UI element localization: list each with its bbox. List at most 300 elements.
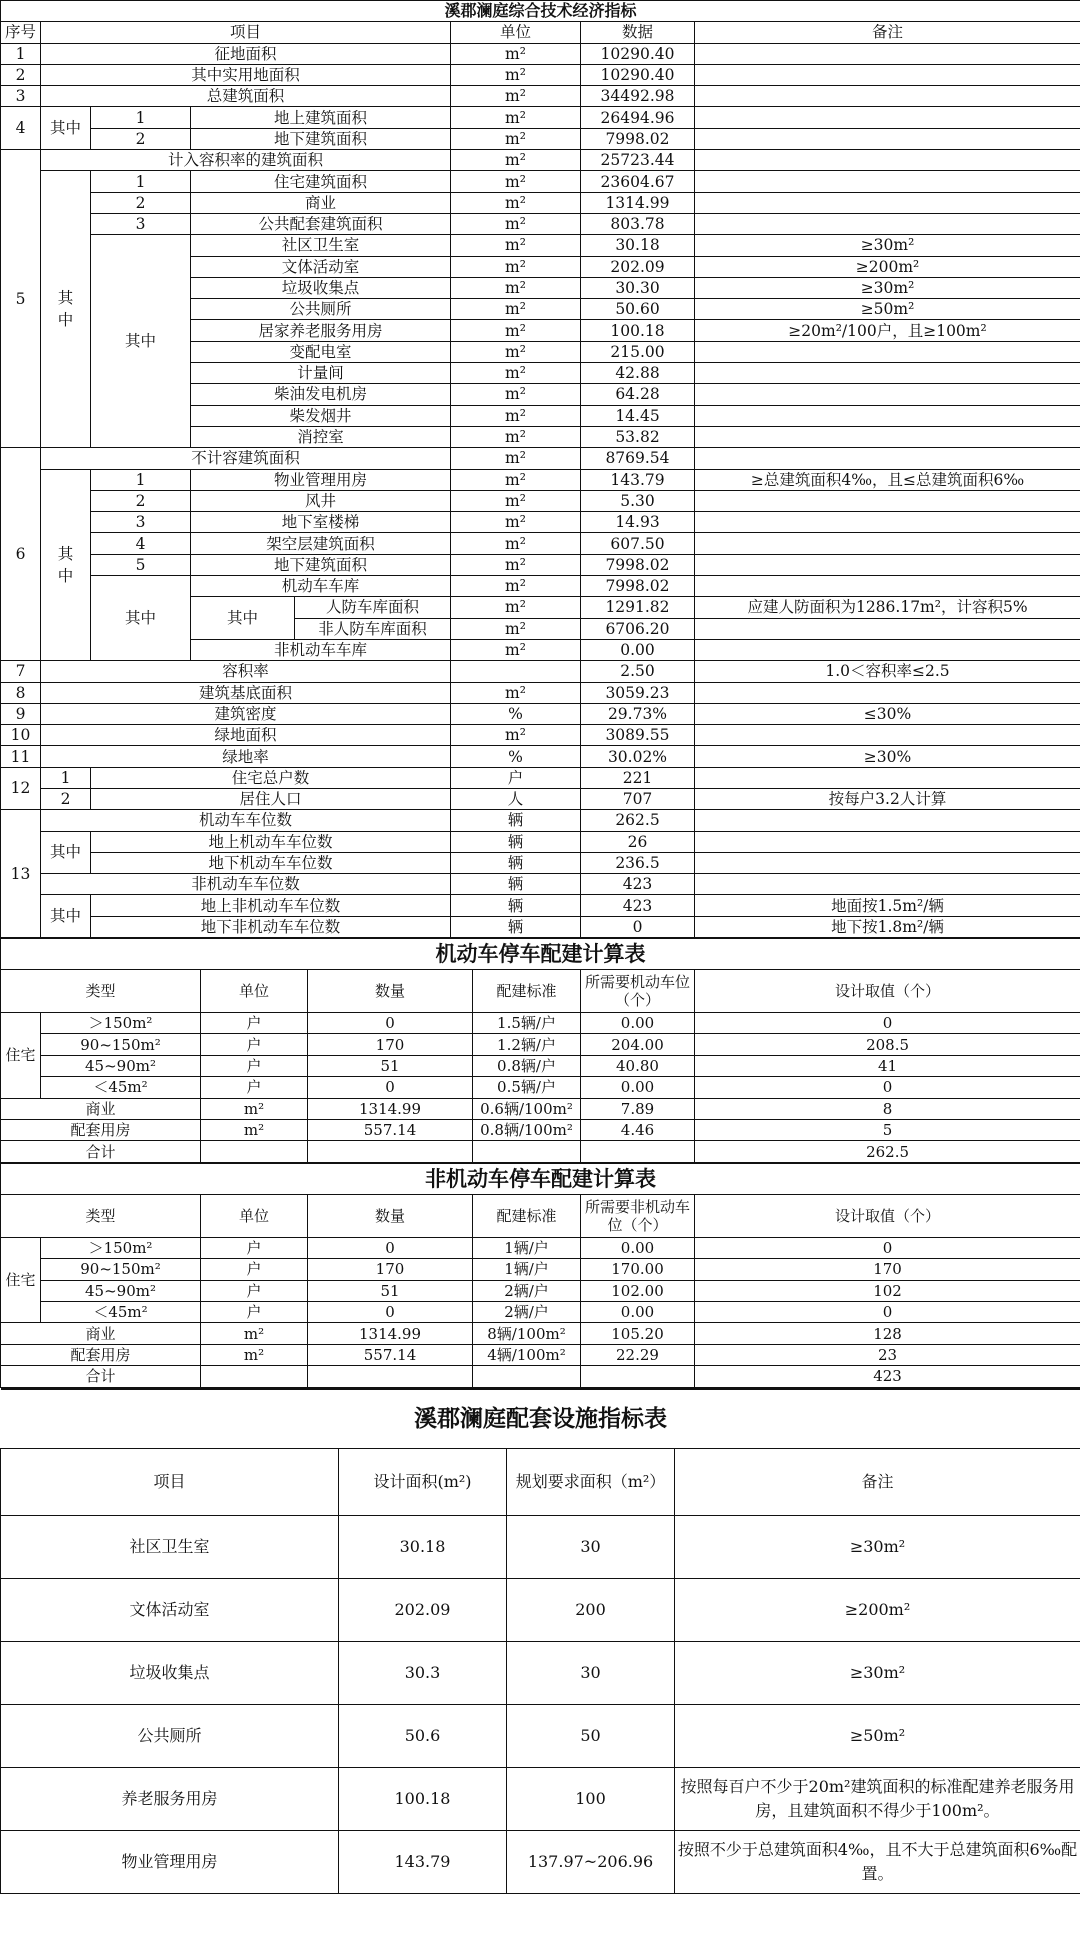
row-design: 30.18 xyxy=(339,1515,507,1578)
row-data: 23604.67 xyxy=(581,171,695,192)
row-unit: 户 xyxy=(201,1077,308,1098)
row-note xyxy=(695,512,1080,533)
row-item: 居住人口 xyxy=(91,788,451,809)
row-note: 地下按1.8m²/辆 xyxy=(695,916,1080,937)
row-unit: 辆 xyxy=(451,831,581,852)
row-type: 配套用房 xyxy=(1,1344,201,1365)
empty-cell xyxy=(308,1141,473,1162)
row-qty: 557.14 xyxy=(308,1344,473,1365)
row-data: 6706.20 xyxy=(581,618,695,639)
row-note xyxy=(695,341,1080,362)
row-unit: m² xyxy=(451,64,581,85)
table-row xyxy=(1,64,1080,85)
row-data: 10290.40 xyxy=(581,64,695,85)
row-note: 按照每百户不少于20m²建筑面积的标准配建养老服务用房，且建筑面积不得少于100m²。 xyxy=(675,1767,1080,1830)
row-unit: m² xyxy=(451,192,581,213)
row-required: 100 xyxy=(507,1767,675,1830)
row-design: 128 xyxy=(695,1323,1080,1344)
row-sub: 3 xyxy=(91,512,191,533)
row-note xyxy=(695,576,1080,597)
row-design: 5 xyxy=(695,1120,1080,1141)
table-row xyxy=(1,831,1080,852)
header-note: 备注 xyxy=(695,22,1080,43)
row-data: 100.18 xyxy=(581,320,695,341)
row-qty: 1314.99 xyxy=(308,1098,473,1119)
row-item: 商业 xyxy=(191,192,451,213)
table-row xyxy=(1,150,1080,171)
row-unit: 户 xyxy=(201,1013,308,1034)
table-row xyxy=(1,682,1080,703)
row-unit: m² xyxy=(451,256,581,277)
row-unit: 户 xyxy=(201,1280,308,1301)
row-no: 2 xyxy=(1,64,41,85)
row-note: ≥30m² xyxy=(695,235,1080,256)
row-unit: m² xyxy=(451,384,581,405)
table-row xyxy=(1,512,1080,533)
table-row xyxy=(1,1120,1080,1141)
row-data: 215.00 xyxy=(581,341,695,362)
header-unit: 单位 xyxy=(201,1194,308,1237)
row-note xyxy=(695,682,1080,703)
row-data: 202.09 xyxy=(581,256,695,277)
row-need: 102.00 xyxy=(581,1280,695,1301)
row-type: 90~150m² xyxy=(41,1034,201,1055)
row-std: 1辆/户 xyxy=(473,1237,581,1258)
header-required: 规划要求面积（m²） xyxy=(507,1448,675,1515)
row-unit: m² xyxy=(451,213,581,234)
row-data: 64.28 xyxy=(581,384,695,405)
row-note xyxy=(695,405,1080,426)
row-unit: m² xyxy=(451,426,581,447)
row-no: 4 xyxy=(1,107,41,150)
row-std: 1.2辆/户 xyxy=(473,1034,581,1055)
row-data: 26 xyxy=(581,831,695,852)
row-data: 53.82 xyxy=(581,426,695,447)
header-note: 备注 xyxy=(675,1448,1080,1515)
row-unit xyxy=(451,661,581,682)
row-unit: m² xyxy=(201,1120,308,1141)
row-std: 0.6辆/100m² xyxy=(473,1098,581,1119)
row-data: 1291.82 xyxy=(581,597,695,618)
table-title: 溪郡澜庭配套设施指标表 xyxy=(1,1389,1080,1449)
row-data: 262.5 xyxy=(581,810,695,831)
row-unit: m² xyxy=(451,235,581,256)
row-note xyxy=(695,128,1080,149)
header-row xyxy=(1,1448,1080,1515)
row-note: ≥30% xyxy=(695,746,1080,767)
row-type: ＞150m² xyxy=(41,1013,201,1034)
table-row xyxy=(1,1301,1080,1322)
table-row xyxy=(1,1077,1080,1098)
table-row xyxy=(1,1323,1080,1344)
row-sub: 1 xyxy=(91,107,191,128)
row-std: 1.5辆/户 xyxy=(473,1013,581,1034)
row-no: 7 xyxy=(1,661,41,682)
row-type: 商业 xyxy=(1,1323,201,1344)
header-type: 类型 xyxy=(1,970,201,1013)
row-no: 6 xyxy=(1,448,41,661)
row-std: 0.5辆/户 xyxy=(473,1077,581,1098)
row-data: 3059.23 xyxy=(581,682,695,703)
row-unit: 辆 xyxy=(451,810,581,831)
row-need: 0.00 xyxy=(581,1301,695,1322)
row-item: 地下非机动车车位数 xyxy=(91,916,451,937)
row-data: 707 xyxy=(581,788,695,809)
total-design: 262.5 xyxy=(695,1141,1080,1162)
table-row xyxy=(1,1641,1080,1704)
total-label: 合计 xyxy=(1,1366,201,1387)
table-row xyxy=(1,1013,1080,1034)
row-data: 7998.02 xyxy=(581,128,695,149)
row-unit: m² xyxy=(451,43,581,64)
table-row xyxy=(1,767,1080,788)
row-qty: 0 xyxy=(308,1301,473,1322)
row-note: ≤30% xyxy=(695,703,1080,724)
row-qty: 1314.99 xyxy=(308,1323,473,1344)
row-unit: 户 xyxy=(201,1055,308,1076)
total-label: 合计 xyxy=(1,1141,201,1162)
row-data: 0.00 xyxy=(581,639,695,660)
row-note: 按每户3.2人计算 xyxy=(695,788,1080,809)
row-unit: m² xyxy=(451,618,581,639)
facility-indicator-table xyxy=(0,1388,1080,1894)
row-note: ≥50m² xyxy=(675,1704,1080,1767)
row-item: 地上建筑面积 xyxy=(191,107,451,128)
nonmotor-parking-table xyxy=(0,1163,1080,1388)
row-unit: 辆 xyxy=(451,874,581,895)
motor-parking-table xyxy=(0,938,1080,1163)
row-design: 0 xyxy=(695,1301,1080,1322)
row-design: 202.09 xyxy=(339,1578,507,1641)
row-data: 8769.54 xyxy=(581,448,695,469)
row-no: 10 xyxy=(1,725,41,746)
row-item: 公共厕所 xyxy=(1,1704,339,1767)
group-label: 其中 xyxy=(41,107,91,150)
row-unit: 户 xyxy=(451,767,581,788)
row-item: 非机动车车位数 xyxy=(41,874,451,895)
row-item: 架空层建筑面积 xyxy=(191,533,451,554)
row-note: ≥20m²/100户，且≥100m² xyxy=(695,320,1080,341)
row-need: 0.00 xyxy=(581,1013,695,1034)
row-data: 14.93 xyxy=(581,512,695,533)
row-sub: 5 xyxy=(91,554,191,575)
row-no: 13 xyxy=(1,810,41,938)
row-sub: 2 xyxy=(91,490,191,511)
row-type: ＞150m² xyxy=(41,1237,201,1258)
row-design: 41 xyxy=(695,1055,1080,1076)
row-std: 2辆/户 xyxy=(473,1301,581,1322)
row-unit: 人 xyxy=(451,788,581,809)
row-note xyxy=(695,107,1080,128)
empty-cell xyxy=(201,1141,308,1162)
row-item: 总建筑面积 xyxy=(41,86,451,107)
table-row xyxy=(1,895,1080,916)
row-need: 0.00 xyxy=(581,1237,695,1258)
row-item: 风井 xyxy=(191,490,451,511)
row-data: 221 xyxy=(581,767,695,788)
row-item: 机动车车位数 xyxy=(41,810,451,831)
table-row xyxy=(1,1034,1080,1055)
row-data: 30.18 xyxy=(581,235,695,256)
row-data: 34492.98 xyxy=(581,86,695,107)
group-label: 其中 xyxy=(91,235,191,448)
row-qty: 51 xyxy=(308,1280,473,1301)
row-item: 地下机动车车位数 xyxy=(91,852,451,873)
row-note xyxy=(695,43,1080,64)
table-row xyxy=(1,554,1080,575)
row-data: 423 xyxy=(581,895,695,916)
row-note: 应建人防面积为1286.17m²，计容积5% xyxy=(695,597,1080,618)
row-unit: m² xyxy=(451,490,581,511)
row-unit: m² xyxy=(451,597,581,618)
row-data: 14.45 xyxy=(581,405,695,426)
row-design: 143.79 xyxy=(339,1830,507,1893)
empty-cell xyxy=(201,1366,308,1387)
row-item: 建筑基底面积 xyxy=(41,682,451,703)
row-unit: m² xyxy=(201,1098,308,1119)
header-qty: 数量 xyxy=(308,970,473,1013)
row-note xyxy=(695,448,1080,469)
row-std: 4辆/100m² xyxy=(473,1344,581,1365)
row-sub: 1 xyxy=(91,171,191,192)
row-data: 143.79 xyxy=(581,469,695,490)
table-row xyxy=(1,1344,1080,1365)
row-no: 5 xyxy=(1,150,41,448)
row-type: 45~90m² xyxy=(41,1055,201,1076)
row-design: 23 xyxy=(695,1344,1080,1365)
row-note xyxy=(695,86,1080,107)
row-note xyxy=(695,554,1080,575)
row-unit: m² xyxy=(451,150,581,171)
group-label: 住宅 xyxy=(1,1237,41,1323)
row-item: 建筑密度 xyxy=(41,703,451,724)
table-row xyxy=(1,1280,1080,1301)
table-row xyxy=(1,213,1080,234)
total-design: 423 xyxy=(695,1366,1080,1387)
table-row xyxy=(1,128,1080,149)
row-type: ＜45m² xyxy=(41,1301,201,1322)
header-design: 设计取值（个） xyxy=(695,970,1080,1013)
row-item: 文体活动室 xyxy=(191,256,451,277)
row-need: 22.29 xyxy=(581,1344,695,1365)
table-row xyxy=(1,469,1080,490)
row-item: 地下建筑面积 xyxy=(191,128,451,149)
row-unit: m² xyxy=(451,341,581,362)
header-std: 配建标准 xyxy=(473,1194,581,1237)
row-note xyxy=(695,490,1080,511)
row-design: 0 xyxy=(695,1237,1080,1258)
row-note xyxy=(695,213,1080,234)
table-row xyxy=(1,107,1080,128)
row-qty: 557.14 xyxy=(308,1120,473,1141)
row-item: 容积率 xyxy=(41,661,451,682)
row-std: 2辆/户 xyxy=(473,1280,581,1301)
row-note: 地面按1.5m²/辆 xyxy=(695,895,1080,916)
table-row xyxy=(1,703,1080,724)
row-note xyxy=(695,767,1080,788)
header-item: 项目 xyxy=(1,1448,339,1515)
row-item: 地下室楼梯 xyxy=(191,512,451,533)
row-note: 按照不少于总建筑面积4‰，且不大于总建筑面积6‰配置。 xyxy=(675,1830,1080,1893)
row-note xyxy=(695,363,1080,384)
row-data: 0 xyxy=(581,916,695,937)
row-unit: m² xyxy=(451,639,581,660)
row-unit: m² xyxy=(451,299,581,320)
row-data: 423 xyxy=(581,874,695,895)
row-design: 0 xyxy=(695,1077,1080,1098)
row-need: 0.00 xyxy=(581,1077,695,1098)
row-design: 50.6 xyxy=(339,1704,507,1767)
row-item: 计入容积率的建筑面积 xyxy=(41,150,451,171)
row-design: 170 xyxy=(695,1259,1080,1280)
row-unit: m² xyxy=(451,512,581,533)
row-item: 绿地面积 xyxy=(41,725,451,746)
row-item: 文体活动室 xyxy=(1,1578,339,1641)
row-design: 8 xyxy=(695,1098,1080,1119)
row-unit: m² xyxy=(451,363,581,384)
row-item: 其中实用地面积 xyxy=(41,64,451,85)
table-title: 溪郡澜庭综合技术经济指标 xyxy=(1,1,1080,22)
row-item: 地下建筑面积 xyxy=(191,554,451,575)
row-design: 208.5 xyxy=(695,1034,1080,1055)
table-row xyxy=(1,661,1080,682)
table-title: 机动车停车配建计算表 xyxy=(1,939,1080,970)
row-item: 社区卫生室 xyxy=(1,1515,339,1578)
row-item: 养老服务用房 xyxy=(1,1767,339,1830)
row-qty: 51 xyxy=(308,1055,473,1076)
row-design: 102 xyxy=(695,1280,1080,1301)
row-item: 物业管理用房 xyxy=(191,469,451,490)
row-note xyxy=(695,384,1080,405)
row-note: ≥200m² xyxy=(695,256,1080,277)
table-row xyxy=(1,1515,1080,1578)
row-data: 25723.44 xyxy=(581,150,695,171)
row-item: 消控室 xyxy=(191,426,451,447)
row-required: 200 xyxy=(507,1578,675,1641)
table-row xyxy=(1,725,1080,746)
row-item: 物业管理用房 xyxy=(1,1830,339,1893)
row-sub: 4 xyxy=(91,533,191,554)
row-note xyxy=(695,192,1080,213)
row-need: 40.80 xyxy=(581,1055,695,1076)
header-design: 设计取值（个） xyxy=(695,1194,1080,1237)
header-no: 序号 xyxy=(1,22,41,43)
header-type: 类型 xyxy=(1,1194,201,1237)
empty-cell xyxy=(581,1366,695,1387)
row-unit: m² xyxy=(451,320,581,341)
row-need: 204.00 xyxy=(581,1034,695,1055)
row-unit: m² xyxy=(451,86,581,107)
row-note: ≥30m² xyxy=(695,277,1080,298)
row-unit: m² xyxy=(451,554,581,575)
row-unit: 户 xyxy=(201,1259,308,1280)
row-unit: m² xyxy=(201,1323,308,1344)
table-row xyxy=(1,235,1080,256)
row-design: 0 xyxy=(695,1013,1080,1034)
header-qty: 数量 xyxy=(308,1194,473,1237)
row-note: ≥总建筑面积4‰，且≤总建筑面积6‰ xyxy=(695,469,1080,490)
row-sub: 3 xyxy=(91,213,191,234)
row-item: 机动车车库 xyxy=(191,576,451,597)
row-note: ≥30m² xyxy=(675,1515,1080,1578)
row-data: 5.30 xyxy=(581,490,695,511)
row-note xyxy=(695,831,1080,852)
empty-cell xyxy=(473,1366,581,1387)
row-item: 地上非机动车车位数 xyxy=(91,895,451,916)
row-no: 12 xyxy=(1,767,41,810)
row-need: 105.20 xyxy=(581,1323,695,1344)
table-row xyxy=(1,1704,1080,1767)
row-note xyxy=(695,171,1080,192)
table-title: 非机动车停车配建计算表 xyxy=(1,1163,1080,1194)
row-type: 商业 xyxy=(1,1098,201,1119)
table-row xyxy=(1,43,1080,64)
table-row xyxy=(1,874,1080,895)
table-row xyxy=(1,1055,1080,1076)
row-note xyxy=(695,639,1080,660)
row-unit: m² xyxy=(451,107,581,128)
group-label: 其中 xyxy=(191,597,295,640)
row-item: 住宅建筑面积 xyxy=(191,171,451,192)
row-item: 公共配套建筑面积 xyxy=(191,213,451,234)
row-note xyxy=(695,725,1080,746)
row-item: 社区卫生室 xyxy=(191,235,451,256)
row-item: 非机动车车库 xyxy=(191,639,451,660)
row-data: 607.50 xyxy=(581,533,695,554)
table-row xyxy=(1,86,1080,107)
row-data: 30.02% xyxy=(581,746,695,767)
row-qty: 170 xyxy=(308,1034,473,1055)
row-item: 柴油发电机房 xyxy=(191,384,451,405)
row-required: 50 xyxy=(507,1704,675,1767)
row-required: 30 xyxy=(507,1641,675,1704)
row-unit: m² xyxy=(451,448,581,469)
row-qty: 170 xyxy=(308,1259,473,1280)
row-note xyxy=(695,533,1080,554)
row-item: 绿地率 xyxy=(41,746,451,767)
row-data: 1314.99 xyxy=(581,192,695,213)
row-unit: 户 xyxy=(201,1237,308,1258)
table-row xyxy=(1,192,1080,213)
row-need: 4.46 xyxy=(581,1120,695,1141)
row-unit: m² xyxy=(451,405,581,426)
header-row xyxy=(1,22,1080,43)
row-data: 7998.02 xyxy=(581,576,695,597)
row-note xyxy=(695,618,1080,639)
row-item: 住宅总户数 xyxy=(91,767,451,788)
total-row xyxy=(1,1366,1080,1387)
row-need: 170.00 xyxy=(581,1259,695,1280)
row-no: 1 xyxy=(1,43,41,64)
group-label: 其中 xyxy=(41,831,91,874)
row-qty: 0 xyxy=(308,1077,473,1098)
row-item: 非人防车库面积 xyxy=(295,618,451,639)
table-row xyxy=(1,576,1080,597)
row-item: 人防车库面积 xyxy=(295,597,451,618)
total-row xyxy=(1,1141,1080,1162)
header-std: 配建标准 xyxy=(473,970,581,1013)
row-data: 803.78 xyxy=(581,213,695,234)
group-label: 其 中 xyxy=(41,469,91,661)
row-design: 30.3 xyxy=(339,1641,507,1704)
table-row xyxy=(1,916,1080,937)
row-unit: m² xyxy=(451,576,581,597)
row-data: 236.5 xyxy=(581,852,695,873)
row-note xyxy=(695,150,1080,171)
row-note: ≥200m² xyxy=(675,1578,1080,1641)
row-item: 公共厕所 xyxy=(191,299,451,320)
header-need: 所需要机动车位（个） xyxy=(581,970,695,1013)
